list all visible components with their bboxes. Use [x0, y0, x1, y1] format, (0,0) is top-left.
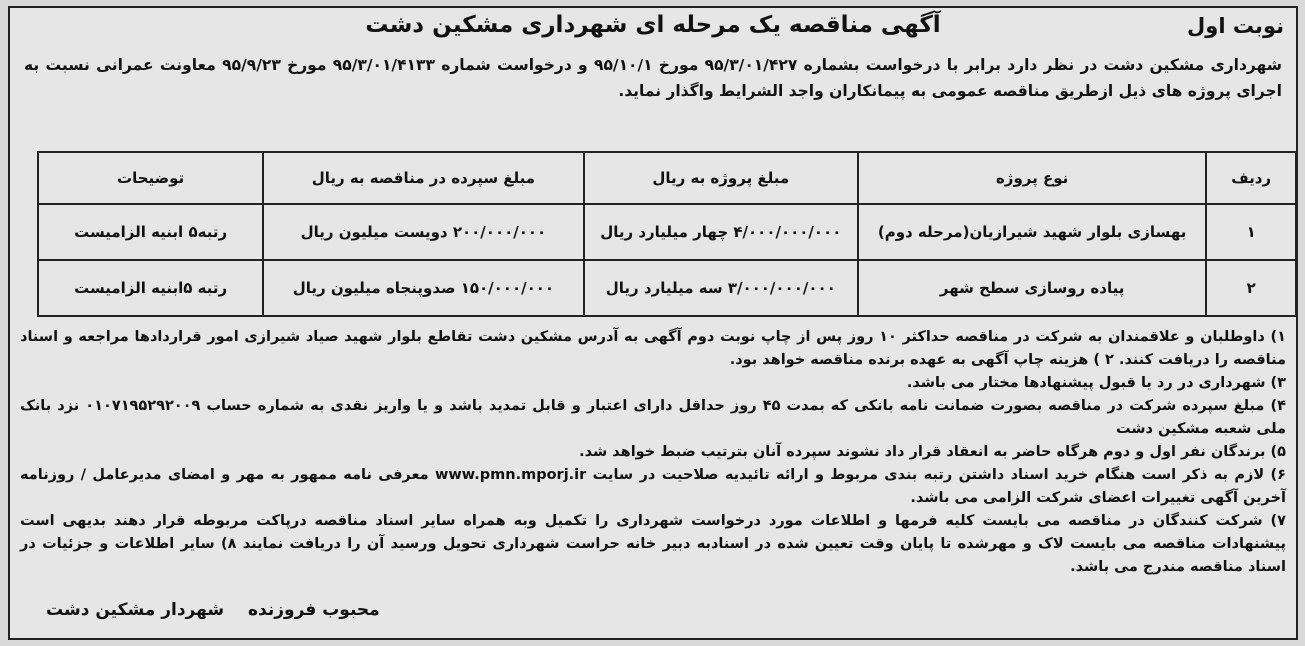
header-description: توضیحات [38, 152, 263, 204]
intro-paragraph: شهرداری مشکین دشت در نظر دارد برابر با درخواست بشماره ۹۵/۳/۰۱/۴۲۷ مورخ ۹۵/۱۰/۱ و درخواست شماره ۹۵/۳/۰۱/۴۱۳۳ مورخ ۹۵/۹/۲۳ معاونت عمرانی نسبت به اجرای پروژه های ذیل ازطریق مناقصه عمومی به پیمانکاران واجد الشرایط واگذار نماید. [24, 56, 1283, 100]
condition-item: ۶) لازم به ذکر است هنگام خرید اسناد داشتن رتبه بندی مربوط و ارائه تائیدیه صلاحیت در سایت www.pmn.mporj.ir معرفی نامه ممهور به مهر و امضای مدیرعامل / روزنامه آخرین آگهی تغییرات اعضای شرکت الزامی می باشد. [20, 467, 1286, 506]
condition-item: ۴) مبلغ سپرده شرکت در مناقصه بصورت ضمانت نامه بانکی که بمدت ۴۵ روز حداقل دارای اعتبار و قابل تمدید باشد و یا واریز نقدی به شماره حساب ۰۱۰۷۱۹۵۲۹۲۰۰۹ نزد بانک ملی شعبه مشکین دشت [20, 398, 1286, 437]
table-row [38, 204, 1296, 260]
description: رتبه ۵ابنیه الزامیست [38, 260, 263, 316]
projects-table [37, 151, 1297, 317]
deposit-amount: ۱۵۰/۰۰۰/۰۰۰ صدوپنجاه میلیون ریال [263, 260, 583, 316]
condition-item: ۳) شهرداری در رد یا قبول پیشنهادها مختار می باشد. [906, 375, 1286, 391]
signature-block [28, 600, 380, 620]
header-project-amount: مبلغ پروژه به ریال [584, 152, 858, 204]
notice-title: آگهی مناقصه یک مرحله ای شهرداری مشکین دشت [365, 12, 941, 38]
publication-round: نوبت اول [1187, 14, 1284, 38]
condition-item: ۷) شرکت کنندگان در مناقصه می بایست کلیه فرمها و اطلاعات مورد درخواست شهرداری را تکمیل وبه همراه سایر اسناد مناقصه درپاکت مربوطه قرار دهند بدیهی است پیشنهادات مناقصه می بایست لاک و مهرشده تا پایان وقت تعیین شده در اسنادبه دبیر خانه حراست شهرداری تحویل ورسید آن را دریافت نمایند ۸) سایر اطلاعات و جزئیات در اسناد مناقصه مندرج می باشد. [20, 513, 1287, 575]
project-amount: ۳/۰۰۰/۰۰۰/۰۰۰ سه میلیارد ریال [584, 260, 858, 316]
row-number: ۱ [1206, 204, 1296, 260]
project-amount: ۴/۰۰۰/۰۰۰/۰۰۰ چهار میلیارد ریال [584, 204, 858, 260]
signatory-name: محبوب فروزنده [248, 600, 380, 620]
notice-header [10, 8, 1296, 48]
header-project-type: نوع پروژه [858, 152, 1206, 204]
tender-notice [8, 6, 1298, 640]
row-number: ۲ [1206, 260, 1296, 316]
header-row-number: ردیف [1206, 152, 1296, 204]
condition-item: ۱) داوطلبان و علاقمندان به شرکت در مناقصه حداکثر ۱۰ روز پس از چاپ نوبت دوم آگهی به آدرس مشکین دشت تقاطع بلوار شهید صیاد شیرازی امور قراردادها مراجعه و اسناد مناقصه را دریافت کنند. ۲ ) هزینه چاپ آگهی به عهده برنده مناقصه خواهد بود. [20, 329, 1286, 368]
table-row [38, 260, 1296, 316]
deposit-amount: ۲۰۰/۰۰۰/۰۰۰ دویست میلیون ریال [263, 204, 583, 260]
header-deposit-amount: مبلغ سپرده در مناقصه به ریال [263, 152, 583, 204]
description: رتبه۵ ابنیه الزامیست [38, 204, 263, 260]
project-type: بهسازی بلوار شهید شیرازیان(مرحله دوم) [858, 204, 1206, 260]
signatory-title: شهردار مشکین دشت [46, 600, 225, 620]
table-header-row [38, 152, 1296, 204]
conditions-list [20, 326, 1286, 579]
project-type: پیاده روسازی سطح شهر [858, 260, 1206, 316]
condition-item: ۵) برندگان نفر اول و دوم هرگاه حاضر به انعقاد قرار داد نشوند سپرده آنان بترتیب ضبط خواهد شد. [579, 444, 1286, 460]
